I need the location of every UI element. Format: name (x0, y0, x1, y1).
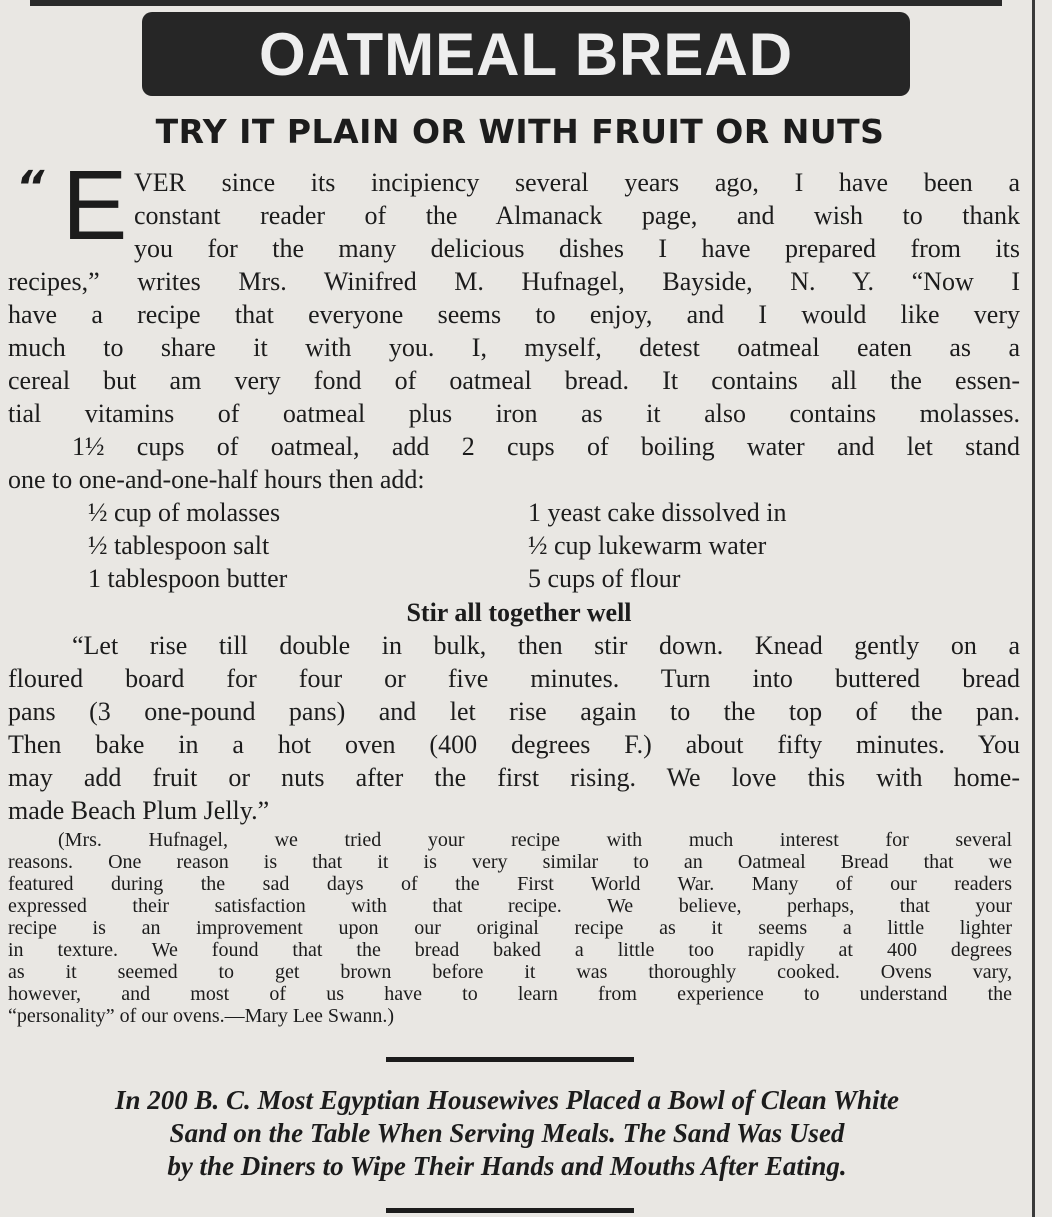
page-title: OATMEAL BREAD (258, 20, 794, 88)
stir-instruction: Stir all together well (406, 598, 632, 627)
ingredient-item: 1 tablespoon butter (88, 564, 288, 593)
paragraph-line: one to one-and-one-half hours then add: (8, 465, 425, 494)
editor-note (8, 829, 1020, 1029)
note-line: recipe is an improvement upon our original recipe as it seems a little lighter (8, 917, 1012, 939)
note-line: featured during the sad days of the First World War. Many of our readers (8, 873, 1012, 895)
ingredient-item: ½ cup lukewarm water (528, 531, 767, 560)
column-rule (1032, 0, 1035, 1217)
fact-line: by the Diners to Wipe Their Hands and Mouths After Eating. (167, 1151, 847, 1181)
intro-paragraph (8, 150, 1020, 430)
title-banner (142, 12, 910, 96)
paragraph-line: 1½ cups of oatmeal, add 2 cups of boiling water and let stand (72, 432, 1020, 461)
intro-line: constant reader of the Almanack page, and wish to thank (134, 201, 1020, 230)
divider (386, 1208, 634, 1213)
baking-paragraph (8, 629, 1020, 829)
ingredient-item: ½ cup of molasses (88, 498, 281, 527)
ingredients-list (8, 496, 1020, 596)
note-line: expressed their satisfaction with that recipe. We believe, perhaps, that your (8, 895, 1012, 917)
intro-line: recipes,” writes Mrs. Winifred M. Hufnagel, Bayside, N. Y. “Now I (8, 267, 1020, 296)
ingredient-item: 1 yeast cake dissolved in (528, 498, 787, 527)
paragraph-line: “Let rise till double in bulk, then stir down. Knead gently on a (72, 631, 1020, 660)
intro-line: you for the many delicious dishes I have prepared from its (134, 234, 1020, 263)
intro-line: have a recipe that everyone seems to enjoy, and I would like very (8, 300, 1020, 329)
opening-quote-mark: “ (16, 162, 45, 213)
note-line: reasons. One reason is that it is very similar to an Oatmeal Bread that we (8, 851, 1012, 873)
note-line: however, and most of us have to learn from experience to understand the (8, 983, 1012, 1005)
instructions-paragraph (8, 430, 1020, 496)
note-line: in texture. We found that the bread baked a little too rapidly at 400 degrees (8, 939, 1012, 961)
fact-line: Sand on the Table When Serving Meals. The Sand Was Used (169, 1118, 845, 1148)
note-line: (Mrs. Hufnagel, we tried your recipe with much interest for several (58, 829, 1012, 851)
ingredients-left-column (88, 496, 287, 595)
note-line: “personality” of our ovens.—Mary Lee Swann.) (8, 1005, 394, 1027)
subtitle: TRY IT PLAIN OR WITH FRUIT OR NUTS (155, 112, 885, 151)
drop-cap: E (62, 150, 128, 260)
top-rule (30, 0, 1002, 6)
paragraph-line: pans (3 one-pound pans) and let rise again to the top of the pan. (8, 697, 1020, 726)
article-body (8, 150, 1020, 1029)
divider (386, 1057, 634, 1062)
paragraph-line: floured board for four or five minutes. Turn into buttered bread (8, 664, 1020, 693)
paragraph-line: may add fruit or nuts after the first rising. We love this with home- (8, 763, 1020, 792)
intro-line: tial vitamins of oatmeal plus iron as it also contains molasses. (8, 399, 1020, 428)
paragraph-line: Then bake in a hot oven (400 degrees F.) about fifty minutes. You (8, 730, 1020, 759)
note-line: as it seemed to get brown before it was thoroughly cooked. Ovens vary, (8, 961, 1012, 983)
paragraph-line: made Beach Plum Jelly.” (8, 796, 270, 825)
intro-line: VER since its incipiency several years ago, I have been a (134, 168, 1020, 197)
intro-line: cereal but am very fond of oatmeal bread. It contains all the essen- (8, 366, 1020, 395)
fact-line: In 200 B. C. Most Egyptian Housewives Placed a Bowl of Clean White (114, 1085, 900, 1115)
intro-line: much to share it with you. I, myself, detest oatmeal eaten as a (8, 333, 1020, 362)
trivia-fact (0, 1084, 1014, 1183)
ingredient-item: ½ tablespoon salt (88, 531, 270, 560)
ingredient-item: 5 cups of flour (528, 564, 681, 593)
ingredients-right-column (528, 496, 787, 595)
